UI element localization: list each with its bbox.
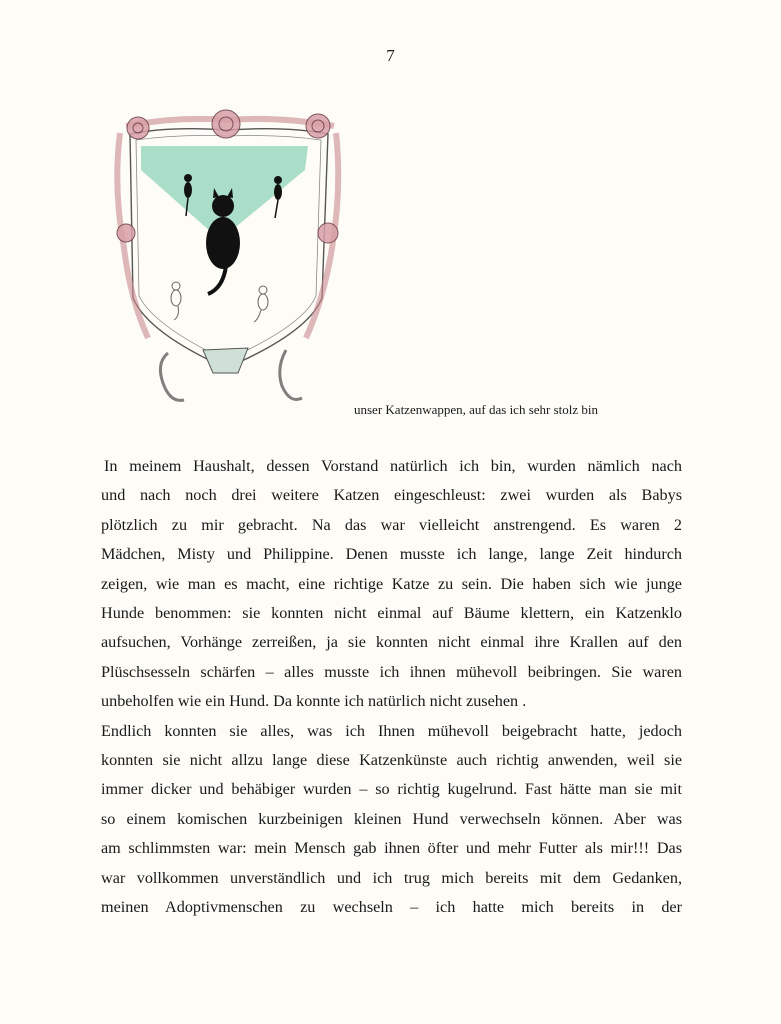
text-line: Plüschsesseln schärfen – alles musste ich ihnen mühevoll beibringen. Sie waren — [101, 662, 682, 681]
bottom-ornament — [203, 348, 248, 373]
text-line: Endlich konnten sie alles, was ich Ihnen mühevoll beigebracht hatte, jedoch — [101, 721, 682, 740]
text-line: zeigen, wie man es macht, eine richtige Katze zu sein. Die haben sich wie junge — [101, 574, 682, 593]
paragraph-1 — [101, 452, 682, 717]
text-line: Hunde benommen: sie konnten nicht einmal auf Bäume klettern, ein Katzenklo — [101, 604, 682, 623]
scroll-right — [280, 350, 302, 400]
text-line: unbeholfen wie ein Hund. Da konnte ich natürlich nicht zusehen . — [101, 692, 527, 711]
text-line: aufsuchen, Vorhänge zerreißen, ja sie konnten nicht einmal ihre Krallen auf den — [101, 633, 682, 652]
text-line: In meinem Haushalt, dessen Vorstand natürlich ich bin, wurden nämlich nach — [104, 457, 682, 475]
body-text — [101, 452, 682, 923]
text-line: meinen Adoptivmenschen zu wechseln – ich hatte mich bereits in der — [101, 898, 682, 917]
page-number: 7 — [386, 46, 395, 65]
scroll-left — [160, 353, 184, 400]
text-line: konnten sie nicht allzu lange diese Katzenkünste auch richtig anwenden, weil sie — [101, 751, 682, 770]
cat-coat-of-arms-illustration — [108, 98, 353, 413]
text-line: so einem komischen kurzbeinigen kleinen Hund verwechseln können. Aber was — [101, 809, 682, 828]
paragraph-2 — [101, 717, 682, 923]
text-line: immer dicker und behäbiger wurden – so richtig kugelrund. Fast hätte man sie mit — [101, 780, 682, 799]
text-line: plötzlich zu mir gebracht. Na das war vielleicht anstrengend. Es waren 2 — [101, 515, 682, 534]
text-line: war vollkommen unverständlich und ich trug mich bereits mit dem Gedanken, — [101, 868, 682, 887]
text-line: am schlimmsten war: mein Mensch gab ihnen öfter und mehr Futter als mir!!! Das — [101, 839, 682, 858]
text-line: und nach noch drei weitere Katzen eingeschleust: zwei wurden als Babys — [101, 486, 682, 505]
illustration-caption: unser Katzenwappen, auf das ich sehr stolz bin — [354, 402, 599, 417]
text-line: Mädchen, Misty und Philippine. Denen musste ich lange, lange Zeit hindurch — [101, 545, 682, 564]
